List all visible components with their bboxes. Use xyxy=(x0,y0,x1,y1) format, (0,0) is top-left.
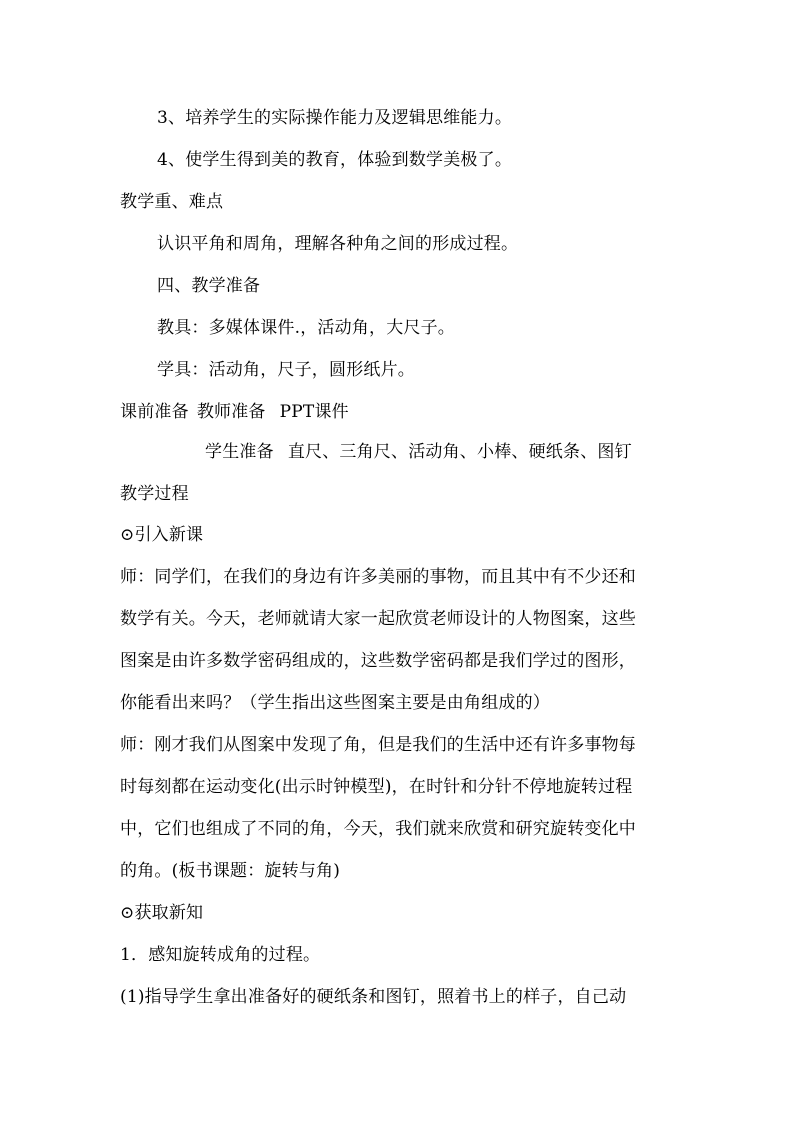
step-1-heading: 1．感知旋转成角的过程。 xyxy=(120,945,321,965)
paragraph-2-line-2: 时每刻都在运动变化(出示时钟模型)，在时针和分针不停地旋转过程 xyxy=(120,777,633,797)
paragraph-1-line-3: 图案是由许多数学密码组成的，这些数学密码都是我们学过的图形， xyxy=(120,651,636,671)
paragraph-1-line-4: 你能看出来吗？（学生指出这些图案主要是由角组成的） xyxy=(120,693,550,713)
key-points-text: 认识平角和周角，理解各种角之间的形成过程。 xyxy=(157,234,519,254)
heading-key-points: 教学重、难点 xyxy=(120,192,224,212)
teaching-aids: 教具：多媒体课件.，活动角，大尺子。 xyxy=(157,318,456,338)
objective-4: 4、使学生得到美的教育，体验到数学美极了。 xyxy=(157,150,513,170)
heading-teaching-process: 教学过程 xyxy=(120,484,189,504)
paragraph-1-line-2: 数学有关。今天，老师就请大家一起欣赏老师设计的人物图案，这些 xyxy=(120,609,636,629)
paragraph-1-line-1: 师：同学们，在我们的身边有许多美丽的事物，而且其中有不少还和 xyxy=(120,567,636,587)
step-1-instruction: (1)指导学生拿出准备好的硬纸条和图钉，照着书上的样子，自己动 xyxy=(120,987,627,1007)
teacher-preparation-label: 教师准备 xyxy=(196,402,266,422)
paragraph-2-line-4: 的角。(板书课题：旋转与角) xyxy=(120,861,341,881)
section-introduction: ⊙引入新课 xyxy=(120,525,204,545)
learning-aids: 学具：活动角，尺子，圆形纸片。 xyxy=(157,360,415,380)
student-preparation-label: 学生准备 xyxy=(205,442,274,462)
student-preparation xyxy=(205,440,632,464)
pre-class-preparation xyxy=(120,400,349,424)
pre-class-label: 课前准备 xyxy=(120,402,189,422)
paragraph-2-line-1: 师：刚才我们从图案中发现了角，但是我们的生活中还有许多事物每 xyxy=(120,735,636,755)
heading-preparation: 四、教学准备 xyxy=(157,276,261,296)
section-new-knowledge: ⊙获取新知 xyxy=(120,903,204,923)
objective-3: 3、培养学生的实际操作能力及逻辑思维能力。 xyxy=(157,108,513,128)
student-materials: 直尺、三角尺、活动角、小棒、硬纸条、图钉 xyxy=(287,442,632,462)
paragraph-2-line-3: 中，它们也组成了不同的角，今天，我们就来欣赏和研究旋转变化中 xyxy=(120,819,636,839)
ppt-courseware: PPT课件 xyxy=(279,402,349,422)
